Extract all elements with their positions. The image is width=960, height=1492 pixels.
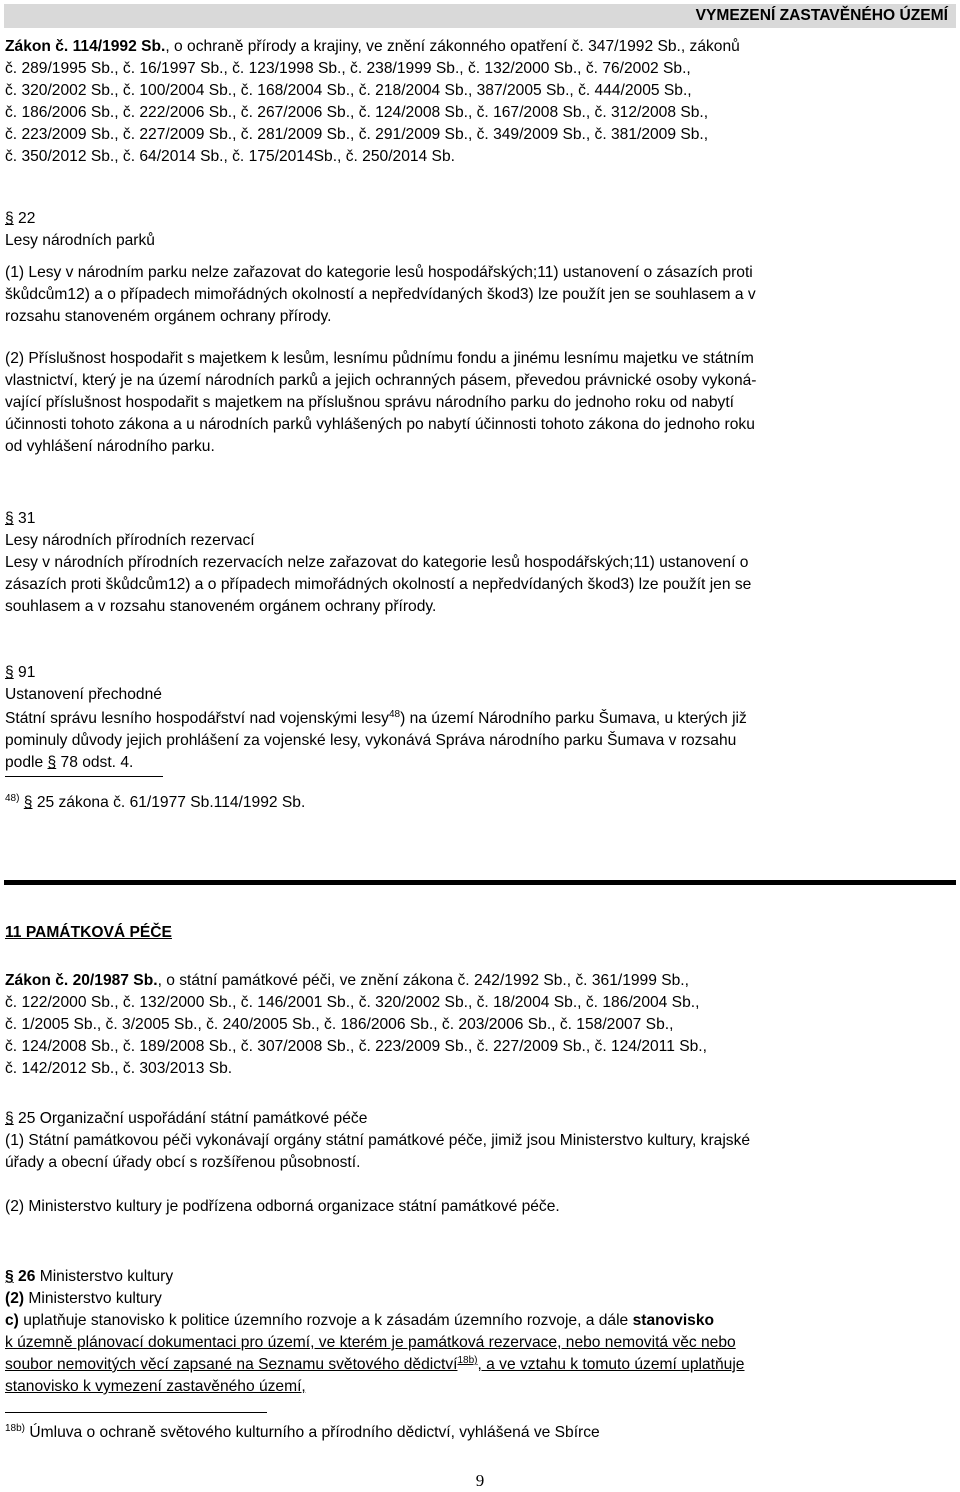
section-26-heading: § 26 Ministerstvo kultury bbox=[5, 1268, 174, 1285]
section-22-title: Lesy národních parků bbox=[5, 232, 155, 249]
section-22 bbox=[5, 208, 954, 252]
section-31 bbox=[5, 508, 954, 552]
section-22-paragraph-2: (2) Příslušnost hospodařit s majetkem k lesům, lesnímu půdnímu fondu a jinému lesnímu majetku ve státním vlastnictví, který je na území národních parků a jejich ochranných pásem, převedou právnické osoby vykoná- vající příslušnost hospodařit s majetkem na příslušnou správu národního parku do jednoho roku od nabytí účinnosti tohoto zákona a u národních parků vyhlášených po nabytí účinnosti tohoto zákona do jednoho roku od vyhlášení národního parku. bbox=[5, 350, 757, 455]
chapter-title: 11 PAMÁTKOVÁ PÉČE bbox=[5, 924, 172, 941]
section-25-paragraph-2: (2) Ministerstvo kultury je podřízena odborná organizace státní památkové péče. bbox=[5, 1198, 560, 1215]
law-114-line: č. 320/2002 Sb., č. 100/2004 Sb., č. 168/2004 Sb., č. 218/2004 Sb., 387/2005 Sb., č. 444/2005 Sb., bbox=[5, 82, 692, 99]
law-114-line: Zákon č. 114/1992 Sb., o ochraně přírody a krajiny, ve znění zákonného opatření č. 347/1992 Sb., zákonů bbox=[5, 38, 740, 55]
section-26: § 26 Ministerstvo kultury (2) Ministerstvo kultury c) uplatňuje stanovisko k politice územního rozvoje a k zásadám územního rozvoje, a dále stanovisko k územně plánovací dokumentaci pro území, ve kterém je památková rezervace, nebo nemovitá věc nebo soubor nemovitých věcí zapsané na Seznamu světového dědictví$^{18b)}$, a ve vztahu k tomuto území uplatňuje stanovisko k vymezení zastavěného území, bbox=[5, 1266, 954, 1398]
section-31-text: Lesy v národních přírodních rezervacích nelze zařazovat do kategorie lesů hospodářských;11) ustanovení o zásazích proti škůdcům12) a o případech mimořádných okolností a nepředvídaných škod3) lze použít jen se souhlasem a v rozsahu stanoveném orgánem ochrany přírody. bbox=[5, 554, 752, 615]
section-31-heading: § 31 bbox=[5, 510, 36, 527]
law-20-block: Zákon č. 20/1987 Sb., o státní památkové péči, ve znění zákona č. 242/1992 Sb., č. 361/1999 Sb., č. 122/2000 Sb., č. 132/2000 Sb., č. 146/2001 Sb., č. 320/2002 Sb., č. 18/2004 Sb., č. 186/2004 Sb., č. 1/2005 Sb., č. 3/2005 Sb., č. 240/2005 Sb., č. 186/2006 Sb., č. 203/2006 Sb., č. 158/2007 Sb., č. 124/2008 Sb., č. 189/2008 Sb., č. 307/2008 Sb., č. 223/2009 Sb., č. 227/2009 Sb., č. 124/2011 Sb., č. 142/2012 Sb., č. 303/2013 Sb. bbox=[5, 972, 707, 1077]
page-number: 9 bbox=[475, 1471, 485, 1490]
section-22-paragraph-1: (1) Lesy v národním parku nelze zařazovat do kategorie lesů hospodářských;11) ustanovení o zásazích proti škůdcům12) a o případech mimořádných okolností a nepředvídaných škod3) lze použít jen se souhlasem a v rozsahu stanoveném orgánem ochrany přírody. bbox=[5, 264, 756, 325]
section-91-heading: § 91 bbox=[5, 664, 36, 681]
footnote-separator bbox=[5, 776, 163, 777]
law-114-line: č. 289/1995 Sb., č. 16/1997 Sb., č. 123/1998 Sb., č. 238/1999 Sb., č. 132/2000 Sb., č. 76/2002 Sb., bbox=[5, 60, 691, 77]
footnote-48: $^{48)}$ § 25 zákona č. 61/1977 Sb.114/1992 Sb. bbox=[5, 792, 306, 811]
law-114-line: č. 223/2009 Sb., č. 227/2009 Sb., č. 281/2009 Sb., č. 291/2009 Sb., č. 349/2009 Sb., č. 381/2009 Sb., bbox=[5, 126, 709, 143]
section-91-text: Státní správu lesního hospodářství nad vojenskými lesy$^{48}$) na území Národního parku Šumava, u kterých již pominuly důvody jejich prohlášení za vojenské lesy, vykonává Správa národního parku Šumava v rozsahu podle § 78 odst. 4. bbox=[5, 708, 747, 771]
section-divider bbox=[4, 880, 956, 885]
header-band bbox=[4, 4, 956, 28]
section-22-heading: § 22 bbox=[5, 210, 36, 227]
footnote-ref-48: 48 bbox=[388, 708, 401, 720]
law-114-line: č. 350/2012 Sb., č. 64/2014 Sb., č. 175/2014Sb., č. 250/2014 Sb. bbox=[5, 148, 455, 165]
footnote-18b: $^{18b)}$ Úmluva o ochraně světového kulturního a přírodního dědictví, vyhlášená ve Sbírce bbox=[5, 1422, 600, 1441]
section-25-heading: § 25 Organizační uspořádání státní památkové péče bbox=[5, 1110, 368, 1127]
section-25: § 25 Organizační uspořádání státní památkové péče (1) Státní památkovou péči vykonávají orgány státní památkové péče, jimiž jsou Ministerstvo kultury, krajské úřady a obecní úřady obcí s rozšířenou působností. bbox=[5, 1108, 954, 1174]
section-91 bbox=[5, 662, 954, 706]
law-114-name: Zákon č. 114/1992 Sb. bbox=[5, 38, 166, 55]
law-114-block bbox=[5, 36, 954, 168]
section-31-title: Lesy národních přírodních rezervací bbox=[5, 532, 255, 549]
footnote-ref-18b: 18b) bbox=[457, 1354, 478, 1366]
chapter-heading bbox=[5, 922, 954, 944]
law-114-line: č. 186/2006 Sb., č. 222/2006 Sb., č. 267/2006 Sb., č. 124/2008 Sb., č. 167/2008 Sb., č. 312/2008 Sb., bbox=[5, 104, 709, 121]
footnote-separator bbox=[5, 1412, 267, 1413]
header-title: VYMEZENÍ ZASTAVĚNÉHO ÚZEMÍ bbox=[695, 7, 948, 24]
law-20-name: Zákon č. 20/1987 Sb. bbox=[5, 972, 158, 989]
section-91-title: Ustanovení přechodné bbox=[5, 686, 162, 703]
